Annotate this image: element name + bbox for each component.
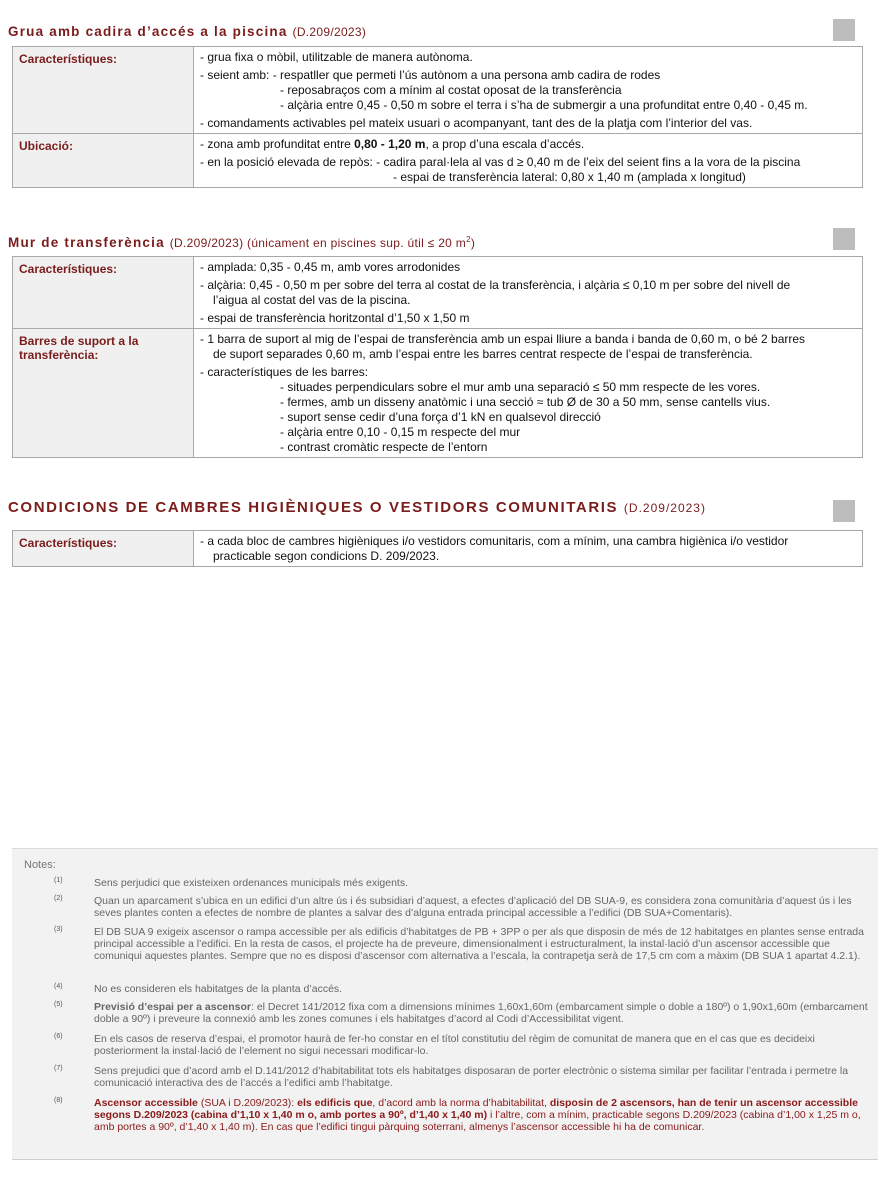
text-line: - contrast cromàtic respecte de l’entorn <box>280 440 488 454</box>
table-row <box>13 47 863 134</box>
table-row <box>13 134 863 188</box>
section-title-cambres-text: CONDICIONS DE CAMBRES HIGIÈNIQUES O VESTIDORS COMUNITARIS <box>8 499 619 516</box>
text-line: - amplada: 0,35 - 0,45 m, amb vores arrodonides <box>200 260 461 274</box>
section-marker-cambres <box>833 500 855 522</box>
note-number: (1) <box>54 877 63 884</box>
section-ref-mur-close: ) <box>470 236 476 250</box>
note-number: (3) <box>54 926 63 933</box>
row-label-ubicacio: Ubicació: <box>13 134 194 188</box>
row-value-ubicacio <box>194 134 863 188</box>
text-fragment: , a prop d’una escala d’accés. <box>425 137 585 151</box>
row-value-caracteristiques <box>194 47 863 134</box>
row-value-caracteristiques <box>194 257 863 329</box>
table-row <box>13 531 863 567</box>
note-number: (5) <box>54 1001 63 1008</box>
note-number: (2) <box>54 895 63 902</box>
text-line: - alçària entre 0,10 - 0,15 m respecte del mur <box>280 425 521 439</box>
table-grua <box>12 46 863 188</box>
text-line: - comandaments activables pel mateix usuari o acompanyant, tant des de la platja com l’interior del vas. <box>200 116 753 130</box>
section-ref-mur <box>170 236 475 250</box>
row-label-caracteristiques: Característiques: <box>13 531 194 567</box>
note-number: (8) <box>54 1097 63 1104</box>
note-bold: Previsió d’espai per a ascensor <box>94 1001 251 1013</box>
section-title-grua-text: Grua amb cadira d’accés a la piscina <box>8 24 288 39</box>
row-value-barres <box>194 329 863 458</box>
section-marker-grua <box>833 19 855 41</box>
text-line <box>200 137 856 152</box>
text-line: - fermes, amb un disseny anatòmic i una secció ≈ tub Ø de 30 a 50 mm, sense cantells vius. <box>280 395 771 409</box>
note-bold: Ascensor accessible <box>94 1097 198 1109</box>
section-ref-mur-text: (D.209/2023) (únicament en piscines sup. útil ≤ 20 m <box>169 236 467 250</box>
text-line: - suport sense cedir d’una força d’1 kN en qualsevol direcció <box>280 410 601 424</box>
text-line: de suport separades 0,60 m, amb l’espai entre les barres centrat respecte de l’espai de transferència. <box>213 347 753 361</box>
note-fragment: , d’acord amb la norma d’habitabilitat, <box>372 1097 550 1109</box>
text-line: - a cada bloc de cambres higièniques i/o vestidors comunitaris, com a mínim, una cambra higiènica i/o vestidor <box>200 534 789 548</box>
note-fragment: i l’altre, com a mínim, practicable segons D.209/2023 (cabina d’1,00 x 1,25 m o, amb portes a 90º, d’1,40 x 1,40 m). En cas que l’edifici tingui pàrquing soterrani, almenys l’ascensor accessible hi ha de comunicar. <box>94 1109 861 1133</box>
section-marker-mur <box>833 228 855 250</box>
note-text: Sens perjudici que existeixen ordenances municipals més exigents. <box>94 877 409 889</box>
table-row <box>13 329 863 458</box>
table-row <box>13 257 863 329</box>
text-line: - alçària: 0,45 - 0,50 m per sobre del terra al costat de la transferència, i alçària ≤ 0,10 m per sobre del nivell de <box>200 278 791 292</box>
note-text: No es consideren els habitatges de la planta d’accés. <box>94 983 343 995</box>
note-text <box>94 1097 879 1133</box>
note-number: (7) <box>54 1065 63 1072</box>
text-line: - situades perpendiculars sobre el mur amb una separació ≤ 50 mm respecte de les vores. <box>280 380 761 394</box>
section-ref-grua: (D.209/2023) <box>292 25 367 39</box>
text-line: - reposabraços com a mínim al costat oposat de la transferència <box>280 83 622 97</box>
note-text: Sens prejudici que d’acord amb el D.141/2012 d’habitabilitat tots els habitatges disposaran de porter electrònic o sistema similar per facilitar l’entrada i permetre la comunicació interactiva des de l’accés a l’edifici amb l’habitatge. <box>94 1065 849 1089</box>
text-line: - grua fixa o mòbil, utilitzable de manera autònoma. <box>200 50 473 64</box>
text-fragment: - zona amb profunditat entre <box>200 137 355 151</box>
row-label-barres: Barres de suport a la transferència: <box>13 329 194 458</box>
notes-title: Notes: <box>24 859 56 871</box>
text-line: - 1 barra de suport al mig de l’espai de transferència amb un espai lliure a banda i banda de 0,60 m, o bé 2 barres <box>200 332 806 346</box>
text-line: - espai de transferència lateral: 0,80 x 1,40 m (amplada x longitud) <box>393 170 746 184</box>
note-number: (4) <box>54 983 63 990</box>
note-fragment: (SUA i D.209/2023): <box>197 1097 298 1109</box>
table-cambres <box>12 530 863 567</box>
row-value-caracteristiques <box>194 531 863 567</box>
text-bold: 0,80 - 1,20 m <box>354 137 426 151</box>
table-mur <box>12 256 863 458</box>
text-line: - alçària entre 0,45 - 0,50 m sobre el terra i s’ha de submergir a una profunditat entre 0,40 - 0,45 m. <box>280 98 808 112</box>
section-title-mur-text: Mur de transferència <box>8 235 165 250</box>
text-line: l’aigua al costat del vas de la piscina. <box>213 293 411 307</box>
note-bold: els edificis que <box>297 1097 373 1109</box>
section-title-mur <box>8 235 475 250</box>
row-label-caracteristiques: Característiques: <box>13 257 194 329</box>
note-text <box>94 1001 879 1025</box>
text-line: - espai de transferència horitzontal d’1,50 x 1,50 m <box>200 311 470 325</box>
text-line: - en la posició elevada de repòs: - cadira paral·lela al vas d ≥ 0,40 m de l’eix del seient fins a la vora de la piscina <box>200 155 801 169</box>
notes-box <box>12 848 878 1160</box>
note-text: El DB SUA 9 exigeix ascensor o rampa accessible per als edificis d’habitatges de PB + 3PP o per als que disposin de més de 12 habitatges en plantes sense entrada principal accessible a l’edifici. En la resta de casos, el projecte ha de preveure, dimensionalment i estructuralment, la instal·lació d’un ascensor accessible que comuniqui aquestes plantes. Sempre que no es disposi d’ascensor com alternativa a l’escala, la contrapetja serà de 17,5 cm com a màxim (DB SUA 1 apartat 4.2.1). <box>94 926 864 962</box>
note-fragment: : el Decret 141/2012 fixa com a dimensions mínimes 1,60x1,60m (embarcament simple o doble a 180º) o 1,90x1,60m (embarcament doble a 90º) i preveure la connexió amb les zones comunes i els habitatges d’acord al Codi d’Accessibilitat vigent. <box>94 1001 868 1025</box>
note-text: En els casos de reserva d’espai, el promotor haurà de fer-ho constar en el títol constitutiu del règim de comunitat de manera que en el cas que es decideixi posteriorment la instal·lació de l’element no sigui necessari modificar-lo. <box>94 1033 815 1057</box>
text-line: - seient amb: - respatller que permeti l’ús autònom a una persona amb cadira de rodes <box>200 68 661 82</box>
text-line: - característiques de les barres: <box>200 365 369 379</box>
section-title-cambres <box>8 499 706 516</box>
row-label-caracteristiques: Característiques: <box>13 47 194 134</box>
note-bold: disposin de 2 ascensors, han de tenir un ascensor accessible segons D.209/2023 (cabina d’1,10 x 1,40 m o, amb portes a 90º, d’1,40 x 1,40 m) <box>94 1097 858 1121</box>
section-title-grua <box>8 24 366 39</box>
text-line: practicable segon condicions D. 209/2023. <box>213 549 440 563</box>
note-number: (6) <box>54 1033 63 1040</box>
note-text: Quan un aparcament s’ubica en un edifici d’un altre ús i és subsidiari d’aquest, a efectes d’aplicació del DB SUA-9, es considera zona comunitària d’aquest ús i les seves plantes conten a efectes de nombre de plantes a salvar des d’alguna entrada principal accessible a l’edifici (DB SUA+Comentaris). <box>94 895 852 919</box>
section-ref-cambres: (D.209/2023) <box>623 501 706 515</box>
superscript: 2 <box>466 235 471 244</box>
